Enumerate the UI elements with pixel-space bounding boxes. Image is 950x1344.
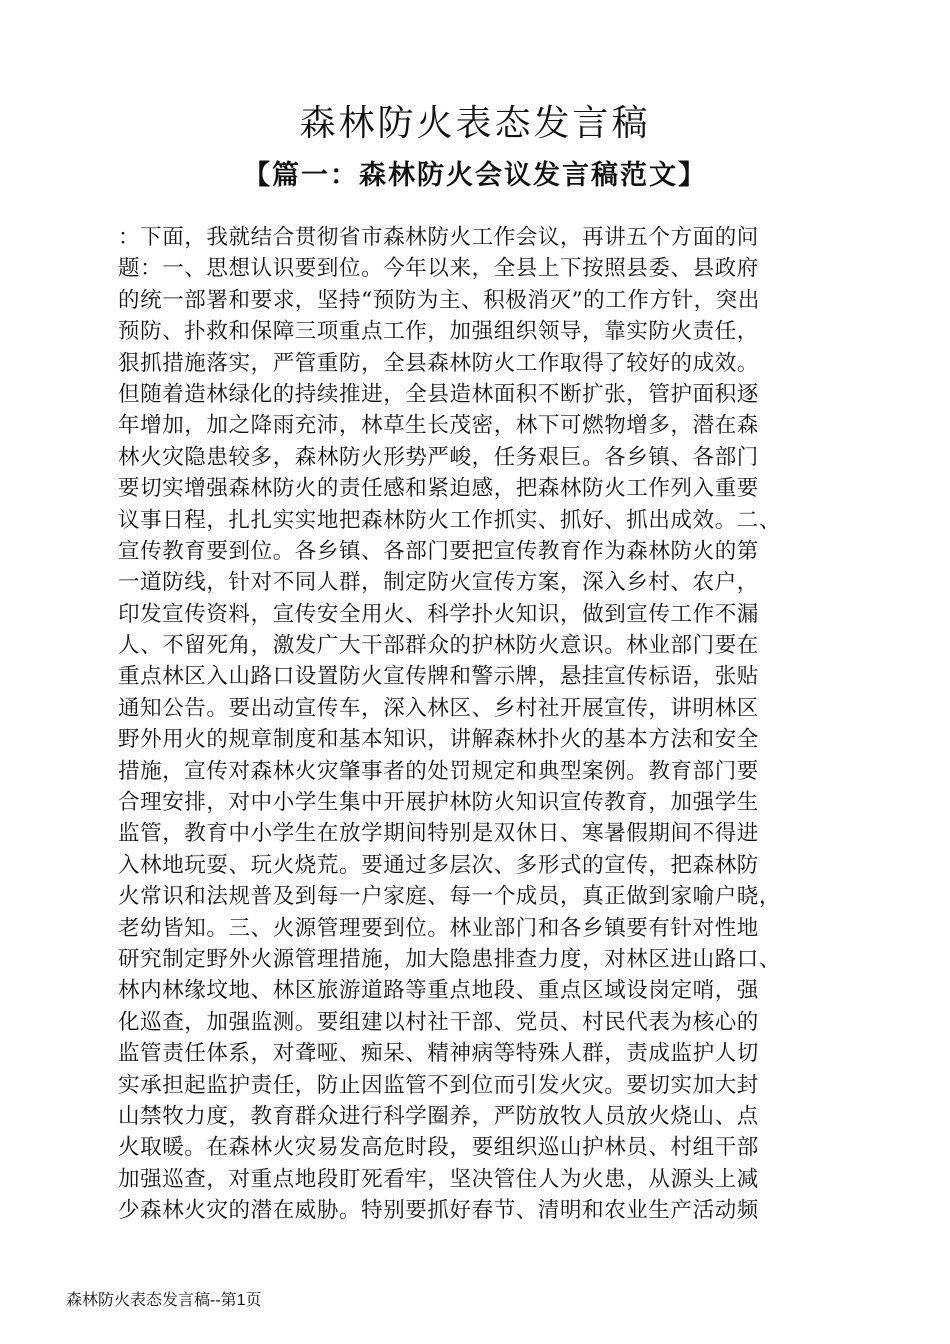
body-line: 重点林区入山路口设置防火宣传牌和警示牌，悬挂宣传标语，张贴 (118, 664, 759, 690)
body-line: 年增加，加之降雨充沛，林草生长茂密，林下可燃物增多，潜在森 (118, 413, 759, 439)
body-line: 预防、扑救和保障三项重点工作，加强组织领导，靠实防火责任， (118, 319, 759, 345)
body-line: 监管责任体系，对聋哑、痴呆、精神病等特殊人群，责成监护人切 (118, 1041, 759, 1067)
body-line: 野外用火的规章制度和基本知识，讲解森林扑火的基本方法和安全 (118, 727, 759, 753)
body-line: 议事日程，扎扎实实地把森林防火工作抓实、抓好、抓出成效。二、 (118, 507, 782, 533)
body-line: 加强巡查，对重点地段盯死看牢，坚决管住人为火患，从源头上减 (118, 1166, 759, 1192)
body-line: 入林地玩耍、玩火烧荒。要通过多层次、多形式的宣传，把森林防 (118, 852, 759, 878)
body-line: 山禁牧力度，教育群众进行科学圈养，严防放牧人员放火烧山、点 (118, 1103, 759, 1129)
document-subtitle: 【篇一：森林防火会议发言稿范文】 (243, 160, 707, 191)
body-line: 林火灾隐患较多，森林防火形势严峻，任务艰巨。各乡镇、各部门 (118, 444, 759, 470)
body-line: 宣传教育要到位。各乡镇、各部门要把宣传教育作为森林防火的第 (118, 538, 759, 564)
body-text (118, 222, 878, 1227)
body-line: ：下面，我就结合贯彻省市森林防火工作会议，再讲五个方面的问 (118, 225, 759, 250)
body-line: 火常识和法规普及到每一户家庭、每一个成员，真正做到家喻户晓， (118, 884, 782, 910)
body-line: 少森林火灾的潜在威胁。特别要抓好春节、清明和农业生产活动频 (118, 1198, 759, 1224)
body-line: 的统一部署和要求，坚持“预防为主、积极消灭”的工作方针，突出 (118, 287, 760, 313)
body-line: 合理安排，对中小学生集中开展护林防火知识宣传教育，加强学生 (118, 790, 759, 816)
body-line: 化巡查，加强监测。要组建以村社干部、党员、村民代表为核心的 (118, 1009, 759, 1035)
body-line: 通知公告。要出动宣传车，深入林区、乡村社开展宣传，讲明林区 (118, 695, 759, 721)
document-title: 森林防火表态发言稿 (299, 103, 651, 144)
body-line: 研究制定野外火源管理措施，加大隐患排查力度，对林区进山路口、 (118, 946, 782, 972)
body-line: 监管，教育中小学生在放学期间特别是双休日、寒暑假期间不得进 (118, 821, 759, 847)
body-line: 人、不留死角，激发广大干部群众的护林防火意识。林业部门要在 (118, 633, 759, 659)
body-line: 林内林缘坟地、林区旅游道路等重点地段、重点区域设岗定哨，强 (118, 978, 759, 1004)
body-line: 老幼皆知。三、火源管理要到位。林业部门和各乡镇要有针对性地 (118, 915, 759, 941)
body-line: 实承担起监护责任，防止因监管不到位而引发火灾。要切实加大封 (118, 1072, 759, 1098)
body-line: 狠抓措施落实，严管重防，全县森林防火工作取得了较好的成效。 (118, 350, 759, 376)
page-footer: 森林防火表态发言稿--第1页 (66, 1292, 262, 1309)
body-line: 要切实增强森林防火的责任感和紧迫感，把森林防火工作列入重要 (118, 476, 759, 502)
body-line: 但随着造林绿化的持续推进，全县造林面积不断扩张，管护面积逐 (118, 381, 759, 407)
body-line: 题：一、思想认识要到位。今年以来，全县上下按照县委、县政府 (118, 256, 759, 282)
body-line: 措施，宣传对森林火灾肇事者的处罚规定和典型案例。教育部门要 (118, 758, 759, 784)
body-line: 印发宣传资料，宣传安全用火、科学扑火知识，做到宣传工作不漏 (118, 601, 759, 627)
body-line: 火取暖。在森林火灾易发高危时段，要组织巡山护林员、村组干部 (118, 1135, 759, 1161)
body-line: 一道防线，针对不同人群，制定防火宣传方案，深入乡村、农户， (118, 570, 759, 596)
